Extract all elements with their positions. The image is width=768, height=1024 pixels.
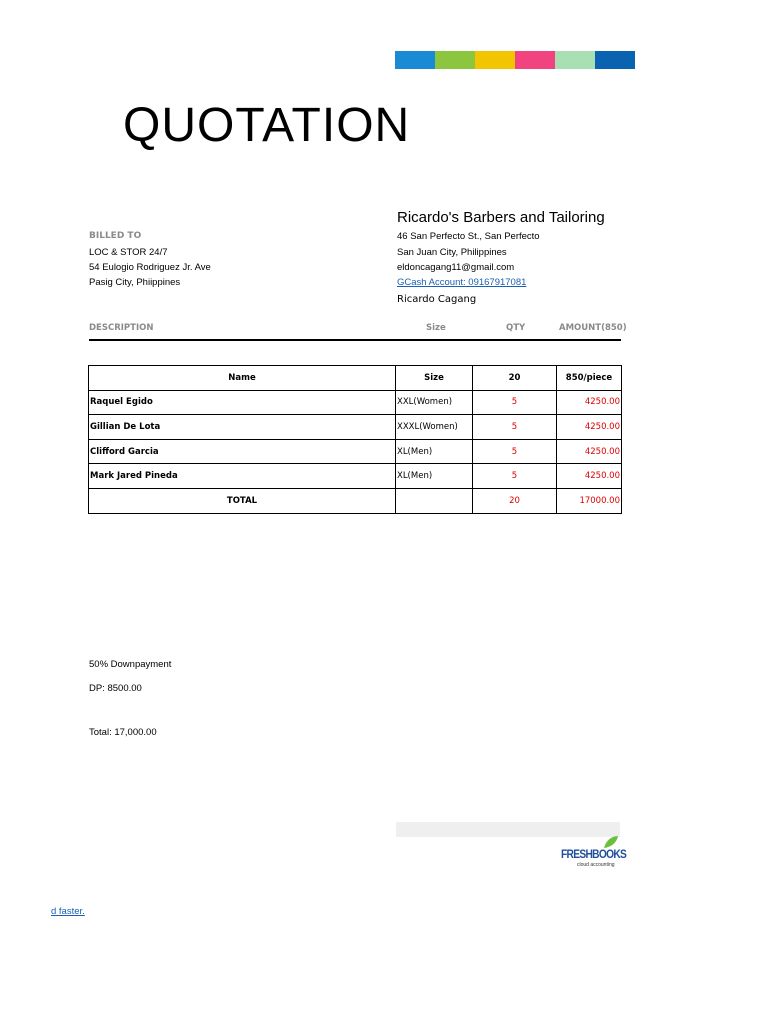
document-title: QUOTATION [123, 99, 411, 152]
items-table [88, 365, 622, 514]
logo-word-fresh: FRESH [561, 847, 593, 861]
qty-header: QTY [506, 323, 526, 333]
downpayment-amount: DP: 8500.00 [89, 683, 142, 694]
row-size: XXL(Women) [396, 390, 473, 415]
billed-to-street: 54 Eulogio Rodriguez Jr. Ave [89, 262, 211, 273]
row-qty: 5 [473, 464, 557, 489]
table-row [89, 439, 622, 464]
row-size: XL(Men) [396, 439, 473, 464]
size-header: Size [426, 323, 446, 333]
company-name: Ricardo's Barbers and Tailoring [397, 209, 605, 226]
contact-name: Ricardo Cagang [397, 294, 477, 305]
description-header: DESCRIPTION [89, 323, 154, 333]
row-amount: 4250.00 [557, 390, 622, 415]
billed-to-label: BILLED TO [89, 231, 142, 241]
company-address-2: San Juan City, Philippines [397, 247, 507, 258]
freshbooks-logo [561, 835, 627, 871]
color-swatch-green [435, 51, 475, 69]
billed-to-company: LOC & STOR 24/7 [89, 247, 168, 258]
color-swatch-yellow [475, 51, 515, 69]
table-header-qty: 20 [473, 366, 557, 391]
row-name: Mark Jared Pineda [89, 464, 396, 489]
table-row [89, 415, 622, 440]
gcash-account-link[interactable]: GCash Account: 09167917081 [397, 277, 527, 288]
row-qty: 5 [473, 390, 557, 415]
color-swatch-mint [555, 51, 595, 69]
downpayment-note: 50% Downpayment [89, 659, 172, 670]
table-header-name: Name [89, 366, 396, 391]
logo-word-books: BOOKS [592, 847, 627, 861]
footer-link[interactable]: d faster. [51, 906, 85, 917]
row-qty: 5 [473, 439, 557, 464]
grand-total-note: Total: 17,000.00 [89, 727, 157, 738]
table-total-row [89, 488, 622, 513]
total-size-empty [396, 488, 473, 513]
total-amount: 17000.00 [557, 488, 622, 513]
row-amount: 4250.00 [557, 464, 622, 489]
color-swatch-navy [595, 51, 635, 69]
row-size: XXXL(Women) [396, 415, 473, 440]
total-qty: 20 [473, 488, 557, 513]
table-row [89, 464, 622, 489]
billed-to-city: Pasig City, Phiippines [89, 277, 181, 288]
table-row [89, 390, 622, 415]
logo-wordmark [561, 847, 626, 861]
row-size: XL(Men) [396, 464, 473, 489]
total-label: TOTAL [89, 488, 396, 513]
row-name: Clifford Garcia [89, 439, 396, 464]
row-amount: 4250.00 [557, 415, 622, 440]
company-email: eldoncagang11@gmail.com [397, 262, 515, 273]
logo-tagline: cloud accounting [577, 862, 615, 868]
row-amount: 4250.00 [557, 439, 622, 464]
amount-header: AMOUNT(850) [559, 323, 627, 333]
row-name: Raquel Egido [89, 390, 396, 415]
color-palette-bar [395, 51, 635, 69]
table-header-size: Size [396, 366, 473, 391]
row-qty: 5 [473, 415, 557, 440]
color-swatch-blue [395, 51, 435, 69]
color-swatch-pink [515, 51, 555, 69]
company-address-1: 46 San Perfecto St., San Perfecto [397, 231, 540, 242]
header-divider [89, 339, 621, 341]
table-header-amount: 850/piece [557, 366, 622, 391]
table-header-row [89, 366, 622, 391]
row-name: Gillian De Lota [89, 415, 396, 440]
